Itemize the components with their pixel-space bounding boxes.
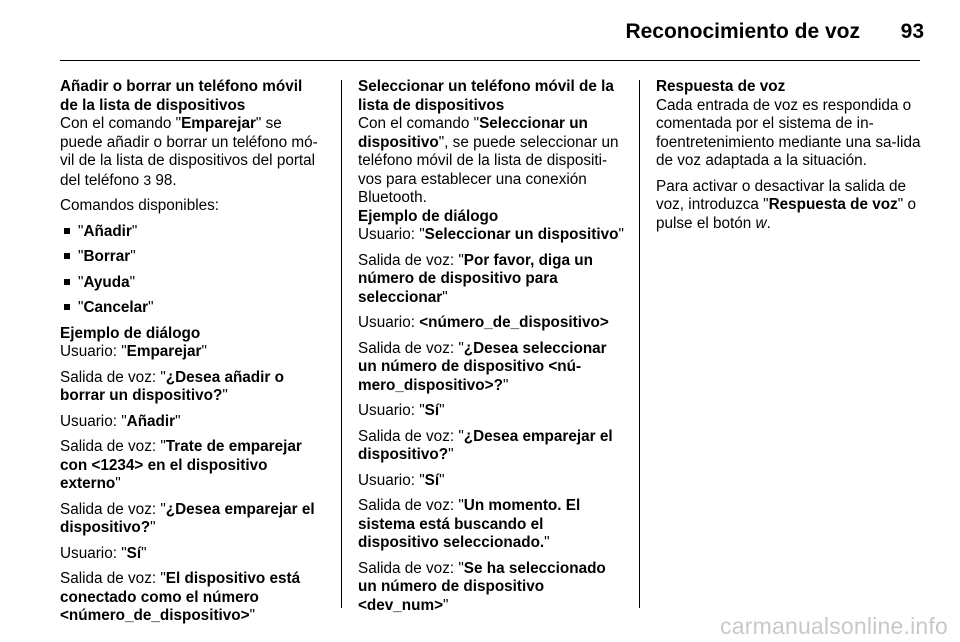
dialog-line: Salida de voz: "Se ha seleccionado un número de dispositivo <dev_num>" bbox=[358, 559, 606, 614]
commands-label: Comandos disponibles: bbox=[60, 197, 220, 214]
dialog-line: Usuario: "Sí" bbox=[358, 402, 445, 419]
dialog-line: Salida de voz: "Por favor, diga un número de dispositivo para seleccionar" bbox=[358, 251, 593, 306]
command-item: "Añadir" bbox=[60, 223, 324, 242]
bullet-icon bbox=[64, 228, 70, 234]
dialog-heading: Ejemplo de diálogo bbox=[60, 324, 201, 342]
section-heading-voice-response: Respuesta de voz bbox=[656, 78, 786, 95]
voice-response-para: Cada entrada de voz es respondida o comentada por el sistema de in-foentretenimiento mediante una sa-lida de voz adaptada a la situación. bbox=[656, 96, 921, 169]
dialog-line: Salida de voz: "Un momento. El sistema está buscando el dispositivo seleccionado." bbox=[358, 497, 581, 551]
dialog-line: Usuario: "Sí" bbox=[60, 544, 147, 562]
column-1 bbox=[60, 78, 324, 626]
column-3 bbox=[656, 78, 922, 240]
section-heading-pair: Añadir o borrar un teléfono móvil de la lista de dispositivos bbox=[60, 78, 303, 114]
command-item: "Borrar" bbox=[60, 248, 324, 267]
watermark: carmanualsonline.info bbox=[720, 613, 948, 639]
header-rule bbox=[60, 60, 920, 61]
column-2 bbox=[358, 78, 626, 615]
dialog-line: Usuario: "Emparejar" bbox=[60, 343, 207, 360]
bullet-icon bbox=[64, 304, 70, 310]
dialog-line: Salida de voz: "¿Desea emparejar el dispositivo?" bbox=[358, 427, 613, 463]
column-divider-left bbox=[341, 80, 342, 608]
dialog-line: Usuario: "Seleccionar un dispositivo" bbox=[358, 226, 624, 243]
dialog-line: Salida de voz: "¿Desea seleccionar un número de dispositivo <nú-mero_dispositivo>?" bbox=[358, 339, 607, 394]
voice-button-icon: w bbox=[755, 214, 767, 232]
dialog-line: Salida de voz: "¿Desea emparejar el dispositivo?" bbox=[60, 500, 315, 536]
dialog-heading: Ejemplo de diálogo bbox=[358, 207, 499, 225]
command-item: "Cancelar" bbox=[60, 299, 324, 318]
page-reference-icon: 3 bbox=[143, 171, 152, 188]
command-item: "Ayuda" bbox=[60, 274, 324, 293]
column-divider-right bbox=[639, 80, 640, 608]
dialog-line: Salida de voz: "¿Desea añadir o borrar un dispositivo?" bbox=[60, 368, 284, 404]
dialog-line: Usuario: <número_de_dispositivo> bbox=[358, 314, 609, 331]
section-heading-select: Seleccionar un teléfono móvil de la lista de dispositivos bbox=[358, 78, 614, 114]
select-intro: Con el comando "Seleccionar un dispositivo", se puede seleccionar un teléfono móvil de la lista de dispositi-vos para establecer una conexión Bluetooth. bbox=[358, 115, 619, 206]
page-title: Reconocimiento de voz bbox=[625, 20, 860, 43]
dialog-line: Salida de voz: "El dispositivo está conectado como el número <número_de_dispositivo>" bbox=[60, 570, 301, 624]
dialog-line: Usuario: "Sí" bbox=[358, 471, 445, 489]
dialog-line: Usuario: "Añadir" bbox=[60, 412, 181, 430]
voice-response-toggle-para: Para activar o desactivar la salida de voz, introduzca "Respuesta de voz" o pulse el botón w. bbox=[656, 177, 916, 232]
dialog-line: Salida de voz: "Trate de emparejar con <1234> en el dispositivo externo" bbox=[60, 438, 302, 492]
pair-intro: Con el comando "Emparejar" se puede añadir o borrar un teléfono mó-vil de la lista de dispositivos del portal del teléfono 3 98. bbox=[60, 115, 318, 189]
bullet-icon bbox=[64, 253, 70, 259]
bullet-icon bbox=[64, 279, 70, 285]
page-number: 93 bbox=[900, 20, 924, 43]
